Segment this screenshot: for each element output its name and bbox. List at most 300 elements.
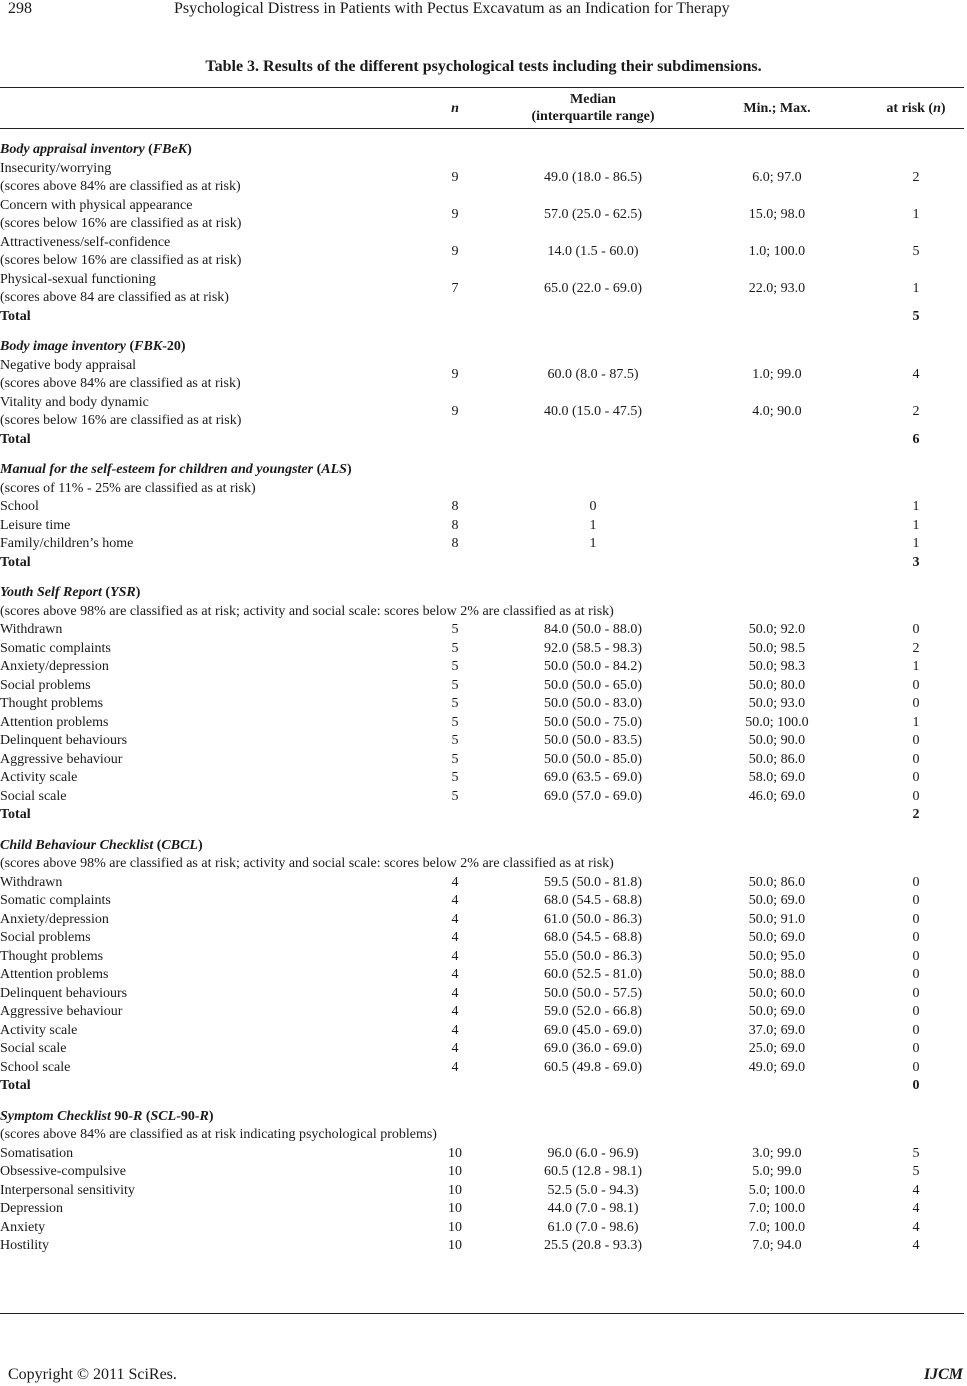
cell-at-risk: 0	[912, 874, 920, 890]
section-gap	[0, 1096, 964, 1104]
row-label-text: Attractiveness/self-confidence	[0, 234, 171, 250]
cell-minmax: 50.0; 69.0	[748, 893, 806, 908]
page-header	[0, 0, 967, 22]
criterion-text: (scores above 84% are classified as at risk indicating psychological problems)	[0, 1127, 437, 1142]
cell-at-risk: 5	[912, 243, 920, 259]
row-label	[0, 271, 410, 308]
row-label-text: Aggressive behaviour	[0, 1004, 123, 1019]
section-header	[0, 1104, 964, 1127]
row-criterion: (scores above 84 are classified as at risk)	[0, 290, 229, 305]
section-title-cell	[0, 457, 964, 480]
cell-at-risk: 4	[912, 1219, 920, 1235]
cell-at-risk: 1	[912, 280, 920, 296]
cell-minmax: 50.0; 86.0	[748, 874, 806, 890]
cell-n: 4	[451, 967, 459, 982]
cell-n: 8	[451, 536, 459, 551]
row-label-text: Concern with physical appearance	[0, 197, 193, 213]
row-criterion: (scores below 16% are classified as at risk)	[0, 253, 242, 268]
cell-minmax: 7.0; 100.0	[748, 1201, 806, 1216]
table-caption: Table 3. Results of the different psychological tests including their subdimensions.	[205, 58, 762, 75]
cell-at-risk: 0	[912, 770, 920, 785]
cell-n: 4	[451, 930, 459, 945]
cell-n: 10	[448, 1201, 462, 1216]
cell-minmax: 50.0; 100.0	[745, 714, 809, 730]
section-header	[0, 457, 964, 480]
cell-minmax: 7.0; 94.0	[752, 1238, 802, 1253]
empty-cell	[686, 806, 868, 825]
total-row	[0, 431, 964, 450]
empty-cell	[410, 554, 500, 573]
row-label-text: Social scale	[0, 1041, 67, 1056]
cell-minmax: 3.0; 99.0	[752, 1145, 802, 1161]
row-label-text: Somatic complaints	[0, 893, 111, 908]
row-label-text: Hostility	[0, 1238, 50, 1253]
section-title-cell	[0, 1104, 964, 1127]
section-criterion	[0, 855, 964, 874]
cell-n: 8	[451, 499, 459, 514]
row-label	[0, 1182, 410, 1201]
table-row	[0, 197, 964, 234]
cell-minmax	[686, 498, 868, 517]
row-label	[0, 874, 410, 893]
cell-median: 25.5 (20.8 - 93.3)	[544, 1238, 642, 1253]
cell-minmax: 7.0; 100.0	[748, 1219, 806, 1235]
row-label-text: Activity scale	[0, 1022, 78, 1038]
cell-median: 50.0 (50.0 - 83.5)	[544, 733, 642, 748]
empty-cell	[686, 308, 868, 327]
cell-median: 40.0 (15.0 - 47.5)	[544, 403, 642, 419]
cell-n: 9	[451, 206, 459, 222]
section-title: Child Behaviour Checklist (CBCL)	[0, 837, 203, 853]
table-row	[0, 160, 964, 197]
cell-median: 69.0 (36.0 - 69.0)	[544, 1041, 642, 1056]
section-title: Youth Self Report (YSR)	[0, 585, 141, 600]
cell-median: 60.5 (49.8 - 69.0)	[544, 1059, 642, 1075]
row-label	[0, 677, 410, 696]
cell-median: 50.0 (50.0 - 75.0)	[544, 714, 642, 730]
cell-n: 4	[451, 948, 459, 964]
empty-cell	[686, 554, 868, 573]
cell-at-risk: 0	[912, 1059, 920, 1075]
cell-n: 9	[451, 243, 459, 259]
table-row	[0, 1003, 964, 1022]
gap-cell	[0, 825, 964, 833]
cell-at-risk: 0	[912, 696, 920, 711]
row-label-text: Thought problems	[0, 948, 104, 964]
total-value: 5	[912, 308, 920, 324]
total-value: 0	[912, 1078, 920, 1093]
section-header	[0, 833, 964, 856]
row-criterion: (scores above 84% are classified as at risk)	[0, 179, 241, 194]
cell-n: 4	[451, 893, 459, 908]
row-label-text: Thought problems	[0, 696, 104, 711]
table-row	[0, 732, 964, 751]
table-row	[0, 695, 964, 714]
total-row	[0, 308, 964, 327]
cell-median: 69.0 (45.0 - 69.0)	[544, 1022, 642, 1038]
cell-n: 10	[448, 1219, 462, 1235]
row-criterion: (scores below 16% are classified as at risk)	[0, 216, 242, 231]
cell-at-risk: 4	[912, 1238, 920, 1253]
cell-minmax: 46.0; 69.0	[748, 788, 806, 804]
row-label	[0, 517, 410, 536]
row-label	[0, 160, 410, 197]
cell-at-risk: 0	[912, 948, 920, 964]
cell-minmax: 50.0; 98.5	[748, 640, 806, 656]
row-label	[0, 658, 410, 677]
results-table	[0, 137, 964, 1256]
table-bottom-rule	[0, 1313, 964, 1314]
cell-minmax: 1.0; 99.0	[752, 366, 802, 382]
cell-at-risk: 1	[912, 499, 920, 514]
cell-median: 84.0 (50.0 - 88.0)	[544, 622, 642, 637]
row-label-text: Anxiety	[0, 1219, 46, 1235]
table-row	[0, 1200, 964, 1219]
cell-median: 50.0 (50.0 - 57.5)	[544, 985, 642, 1001]
section-title-cell	[0, 833, 964, 856]
cell-n: 5	[451, 659, 459, 674]
table-row	[0, 357, 964, 394]
cell-at-risk: 0	[912, 677, 920, 693]
row-label	[0, 394, 410, 431]
table-row	[0, 1059, 964, 1078]
table-body	[0, 137, 964, 1256]
row-label	[0, 1040, 410, 1059]
cell-n: 10	[448, 1164, 462, 1179]
cell-median: 69.0 (57.0 - 69.0)	[544, 788, 642, 804]
criterion-text: (scores above 98% are classified as at risk; activity and social scale: scores below 2% are classified as at risk)	[0, 603, 614, 619]
row-label	[0, 1022, 410, 1041]
table-row	[0, 769, 964, 788]
cell-median: 50.0 (50.0 - 65.0)	[544, 677, 642, 693]
header-median-line2: (interquartile range)	[531, 109, 655, 124]
row-label	[0, 621, 410, 640]
row-label-text: Withdrawn	[0, 874, 63, 890]
table-row	[0, 966, 964, 985]
cell-median: 57.0 (25.0 - 62.5)	[544, 206, 642, 222]
cell-minmax: 50.0; 92.0	[748, 622, 806, 637]
cell-median: 59.5 (50.0 - 81.8)	[544, 874, 642, 890]
cell-at-risk: 0	[912, 985, 920, 1001]
cell-median: 50.0 (50.0 - 84.2)	[544, 659, 642, 674]
table-row	[0, 714, 964, 733]
row-label	[0, 640, 410, 659]
row-label	[0, 1163, 410, 1182]
section-title: Manual for the self-esteem for children and youngster (ALS)	[0, 462, 352, 477]
cell-median: 61.0 (7.0 - 98.6)	[547, 1219, 639, 1235]
cell-minmax: 50.0; 69.0	[748, 1004, 806, 1019]
criterion-text: (scores of 11% - 25% are classified as at risk)	[0, 480, 256, 496]
row-label	[0, 357, 410, 394]
row-label	[0, 985, 410, 1004]
cell-median: 61.0 (50.0 - 86.3)	[544, 911, 642, 927]
total-row	[0, 1077, 964, 1096]
header-median	[500, 88, 686, 128]
table-row	[0, 1237, 964, 1256]
cell-at-risk: 0	[912, 788, 920, 804]
cell-n: 5	[451, 677, 459, 693]
cell-at-risk: 0	[912, 930, 920, 945]
row-label-text: Interpersonal sensitivity	[0, 1182, 135, 1198]
cell-minmax: 50.0; 98.3	[748, 659, 806, 674]
empty-cell	[500, 1077, 686, 1096]
cell-n: 7	[451, 280, 459, 296]
total-label: Total	[0, 554, 31, 570]
cell-n: 10	[448, 1238, 462, 1253]
row-label-text: Somatisation	[0, 1145, 74, 1161]
row-label	[0, 1237, 410, 1256]
empty-cell	[410, 308, 500, 327]
section-header	[0, 137, 964, 160]
table-column-header	[0, 88, 964, 128]
empty-cell	[500, 308, 686, 327]
cell-at-risk: 0	[912, 967, 920, 982]
section-header	[0, 334, 964, 357]
cell-minmax: 50.0; 91.0	[748, 911, 806, 927]
section-title-cell	[0, 580, 964, 603]
table-row	[0, 948, 964, 967]
row-label-text: Physical-sexual functioning	[0, 271, 156, 287]
cell-n: 9	[451, 169, 459, 185]
cell-at-risk: 5	[912, 1145, 920, 1161]
total-value: 3	[912, 554, 920, 570]
cell-minmax: 50.0; 69.0	[748, 930, 806, 945]
cell-n: 4	[451, 874, 459, 890]
cell-minmax: 50.0; 86.0	[748, 751, 806, 767]
cell-at-risk: 5	[912, 1164, 920, 1179]
cell-n: 9	[451, 366, 459, 382]
cell-minmax: 50.0; 80.0	[748, 677, 806, 693]
cell-at-risk: 0	[912, 733, 920, 748]
row-label	[0, 751, 410, 770]
cell-minmax: 50.0; 90.0	[748, 733, 806, 748]
cell-minmax: 25.0; 69.0	[748, 1041, 806, 1056]
cell-at-risk: 1	[912, 659, 920, 674]
cell-at-risk: 1	[912, 206, 920, 222]
header-minmax: Min.; Max.	[743, 100, 811, 116]
cell-median: 0	[589, 499, 597, 514]
cell-minmax: 50.0; 95.0	[748, 948, 806, 964]
row-label	[0, 714, 410, 733]
cell-minmax: 49.0; 69.0	[748, 1059, 806, 1075]
row-label	[0, 732, 410, 751]
empty-cell	[686, 431, 868, 450]
row-label	[0, 535, 410, 554]
cell-n: 5	[451, 714, 459, 730]
row-label-text: Withdrawn	[0, 622, 63, 637]
cell-minmax: 37.0; 69.0	[748, 1022, 806, 1038]
cell-median: 68.0 (54.5 - 68.8)	[544, 893, 642, 908]
row-label-text: Social problems	[0, 930, 91, 945]
section-gap	[0, 326, 964, 334]
cell-at-risk: 0	[912, 751, 920, 767]
cell-at-risk: 4	[912, 1201, 920, 1216]
table-row	[0, 658, 964, 677]
cell-median: 14.0 (1.5 - 60.0)	[547, 243, 639, 259]
cell-at-risk: 1	[912, 517, 920, 533]
cell-n: 4	[451, 1022, 459, 1038]
total-label: Total	[0, 431, 31, 447]
gap-cell	[0, 326, 964, 334]
cell-at-risk: 0	[912, 1041, 920, 1056]
section-gap	[0, 572, 964, 580]
row-criterion: (scores below 16% are classified as at risk)	[0, 413, 242, 428]
cell-at-risk: 4	[912, 366, 920, 382]
row-label-text: Social problems	[0, 677, 91, 693]
table-row	[0, 621, 964, 640]
cell-minmax: 4.0; 90.0	[752, 403, 802, 419]
table-header-rule	[0, 128, 964, 129]
table-row	[0, 1182, 964, 1201]
cell-at-risk: 1	[912, 714, 920, 730]
section-title-cell	[0, 334, 964, 357]
cell-median: 60.0 (52.5 - 81.0)	[544, 967, 642, 982]
section-title: Symptom Checklist 90-R (SCL-90-R)	[0, 1108, 214, 1124]
row-label-text: Depression	[0, 1201, 63, 1216]
row-label	[0, 1145, 410, 1164]
cell-median: 49.0 (18.0 - 86.5)	[544, 169, 642, 185]
gap-cell	[0, 572, 964, 580]
table-row	[0, 517, 964, 536]
table-row	[0, 677, 964, 696]
cell-median: 68.0 (54.5 - 68.8)	[544, 930, 642, 945]
cell-n: 9	[451, 403, 459, 419]
cell-n: 5	[451, 640, 459, 656]
running-title: Psychological Distress in Patients with Pectus Excavatum as an Indication for Therapy	[174, 0, 730, 17]
cell-at-risk: 0	[912, 1022, 920, 1038]
row-label	[0, 1219, 410, 1238]
cell-median: 60.5 (12.8 - 98.1)	[544, 1164, 642, 1179]
row-label-text: Attention problems	[0, 967, 109, 982]
row-label	[0, 948, 410, 967]
cell-at-risk: 4	[912, 1182, 920, 1198]
cell-minmax: 15.0; 98.0	[748, 206, 806, 222]
cell-n: 5	[451, 770, 459, 785]
cell-minmax: 50.0; 88.0	[748, 967, 806, 982]
section-gap	[0, 449, 964, 457]
cell-minmax: 58.0; 69.0	[748, 770, 806, 785]
table-row	[0, 535, 964, 554]
cell-minmax: 5.0; 100.0	[748, 1182, 806, 1198]
row-label-text: Aggressive behaviour	[0, 751, 123, 767]
section-title: Body image inventory (FBK-20)	[0, 339, 186, 354]
cell-median: 50.0 (50.0 - 85.0)	[544, 751, 642, 767]
cell-median: 50.0 (50.0 - 83.0)	[544, 696, 642, 711]
row-label-text: Insecurity/worrying	[0, 160, 112, 176]
cell-minmax	[686, 517, 868, 536]
section-header	[0, 580, 964, 603]
total-value: 2	[912, 807, 920, 822]
cell-n: 4	[451, 911, 459, 927]
cell-at-risk: 1	[912, 536, 920, 551]
row-label	[0, 1003, 410, 1022]
cell-minmax: 50.0; 93.0	[748, 696, 806, 711]
row-label-text: School scale	[0, 1059, 71, 1075]
cell-median: 69.0 (63.5 - 69.0)	[544, 770, 642, 785]
row-label-text: Delinquent behaviours	[0, 985, 128, 1001]
row-label-text: School	[0, 499, 39, 514]
row-label	[0, 929, 410, 948]
row-label-text: Anxiety/depression	[0, 659, 109, 674]
section-criterion	[0, 603, 964, 622]
total-label: Total	[0, 308, 31, 324]
header-at-risk	[868, 88, 964, 128]
table-row	[0, 234, 964, 271]
cell-n: 5	[451, 696, 459, 711]
cell-n: 10	[448, 1145, 462, 1161]
row-label	[0, 911, 410, 930]
cell-at-risk: 2	[912, 640, 920, 656]
cell-at-risk: 2	[912, 169, 920, 185]
row-label-text: Delinquent behaviours	[0, 733, 128, 748]
cell-minmax: 22.0; 93.0	[748, 280, 806, 296]
table-row	[0, 751, 964, 770]
table-row	[0, 1145, 964, 1164]
cell-median: 65.0 (22.0 - 69.0)	[544, 280, 642, 296]
section-title-cell	[0, 137, 964, 160]
cell-median: 55.0 (50.0 - 86.3)	[544, 948, 642, 964]
section-gap	[0, 825, 964, 833]
table-row	[0, 892, 964, 911]
row-label-text: Family/children’s home	[0, 536, 134, 551]
row-label	[0, 1059, 410, 1078]
cell-n: 5	[451, 733, 459, 748]
row-label	[0, 892, 410, 911]
table-row	[0, 929, 964, 948]
table-row	[0, 394, 964, 431]
section-criterion	[0, 480, 964, 499]
cell-median: 59.0 (52.0 - 66.8)	[544, 1004, 642, 1019]
cell-minmax: 5.0; 99.0	[752, 1164, 802, 1179]
cell-n: 5	[451, 622, 459, 637]
cell-n: 4	[451, 985, 459, 1001]
cell-at-risk: 2	[912, 403, 920, 419]
cell-median: 1	[589, 536, 597, 551]
table-row	[0, 498, 964, 517]
empty-cell	[500, 554, 686, 573]
header-label-cell	[0, 88, 410, 128]
cell-n: 4	[451, 1041, 459, 1056]
cell-median: 1	[589, 517, 597, 533]
header-at-risk-text: at risk (n)	[886, 100, 946, 116]
empty-cell	[410, 431, 500, 450]
cell-median: 92.0 (58.5 - 98.3)	[544, 640, 642, 656]
cell-minmax: 6.0; 97.0	[752, 169, 802, 185]
cell-median: 52.5 (5.0 - 94.3)	[547, 1182, 639, 1198]
total-row	[0, 554, 964, 573]
row-label-text: Activity scale	[0, 770, 78, 785]
gap-cell	[0, 1096, 964, 1104]
table-row	[0, 985, 964, 1004]
table-row	[0, 1022, 964, 1041]
cell-minmax	[686, 535, 868, 554]
table-row	[0, 1040, 964, 1059]
row-label-text: Leisure time	[0, 517, 71, 533]
empty-cell	[500, 431, 686, 450]
empty-cell	[410, 806, 500, 825]
page-number: 298	[8, 0, 32, 17]
table-row	[0, 640, 964, 659]
row-label-text: Vitality and body dynamic	[0, 394, 149, 410]
cell-median: 44.0 (7.0 - 98.1)	[547, 1201, 639, 1216]
row-label	[0, 769, 410, 788]
cell-median: 96.0 (6.0 - 96.9)	[547, 1145, 639, 1161]
row-label-text: Obsessive-compulsive	[0, 1164, 126, 1179]
total-label: Total	[0, 807, 31, 822]
cell-minmax: 50.0; 60.0	[748, 985, 806, 1001]
row-label-text: Attention problems	[0, 714, 109, 730]
cell-minmax: 1.0; 100.0	[748, 243, 806, 259]
